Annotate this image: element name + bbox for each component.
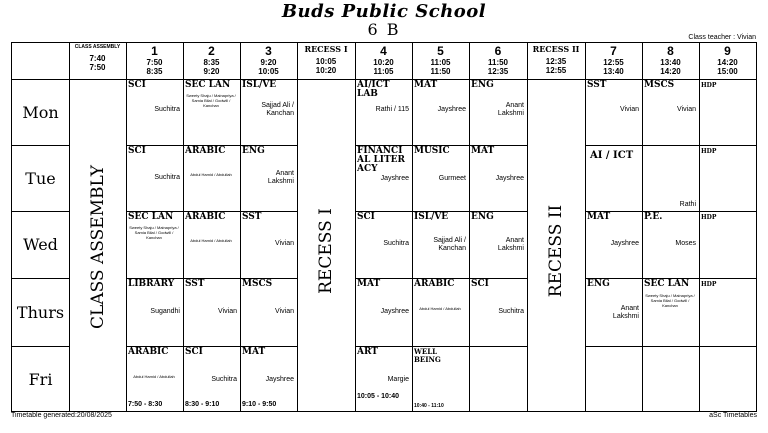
col-time-to: 13:40 — [603, 67, 624, 76]
col-header-9 — [699, 43, 756, 79]
grid-line — [12, 278, 69, 279]
teacher-label: Vivian — [275, 308, 294, 315]
subject-label: SCI — [357, 212, 375, 222]
lesson-cell[interactable] — [699, 145, 756, 211]
col-time-from: 10:20 — [373, 58, 394, 67]
col-header-1 — [126, 43, 183, 79]
col-time-to: 9:20 — [203, 67, 220, 76]
teacher-label: Rathi — [679, 201, 696, 208]
col-time-to: 11:05 — [373, 67, 394, 76]
teacher-label: Suchitra — [154, 174, 180, 181]
lesson-cell[interactable] — [642, 278, 699, 346]
grid-line — [12, 211, 69, 212]
teacher-label: Sweety Shaju / Mainapriya / Samia Bilal / Godwill / Kanchan — [186, 93, 236, 108]
subject-label: SEC LAN — [185, 80, 231, 90]
day-label-fri: Fri — [28, 370, 53, 389]
lesson-cell[interactable] — [585, 211, 642, 278]
lesson-cell[interactable] — [585, 79, 642, 145]
col-time-to: 10:20 — [315, 66, 337, 75]
subject-label: SST — [242, 212, 262, 222]
subject-label: HDP — [701, 281, 717, 288]
col-time-to: 12:55 — [545, 66, 567, 75]
lesson-cell[interactable] — [642, 211, 699, 278]
col-header-2 — [183, 43, 240, 79]
subject-label: MSCS — [242, 279, 273, 289]
col-time-from: 12:55 — [603, 58, 624, 67]
teacher-label: Vivian — [218, 308, 237, 315]
lesson-cell[interactable] — [126, 211, 183, 278]
subject-label: P.E. — [644, 212, 663, 222]
subject-label: ENG — [471, 80, 494, 90]
day-label-wed: Wed — [23, 235, 58, 254]
lesson-cell[interactable] — [240, 145, 297, 211]
col-label: RECESS I — [304, 44, 348, 54]
col-time-to: 8:35 — [146, 67, 163, 76]
teacher-label: Sajjad Ali / Kanchan — [433, 237, 466, 252]
lesson-cell[interactable] — [355, 278, 412, 346]
class-assembly-header: CLASS ASSEMBLY — [74, 44, 121, 50]
subject-label: SCI — [128, 146, 146, 156]
col-label: 5 — [437, 44, 444, 58]
col-label: 8 — [667, 44, 674, 58]
teacher-label: Vivian — [620, 106, 639, 113]
col-time-from: 7:40 — [89, 54, 106, 63]
subject-label: LIBRARY — [128, 279, 175, 289]
recess-1-vertical: RECESS I — [316, 208, 336, 294]
grid-line — [297, 43, 298, 411]
lesson-cell[interactable] — [699, 211, 756, 278]
lesson-cell[interactable] — [126, 79, 183, 145]
col-label: 2 — [208, 44, 215, 58]
subject-label: MAT — [587, 212, 611, 222]
lesson-cell[interactable] — [240, 211, 297, 278]
subject-label: MAT — [357, 279, 381, 289]
teacher-label: Vivian — [677, 106, 696, 113]
col-header-6 — [469, 43, 527, 79]
col-time-from: 10:05 — [315, 57, 337, 66]
col-time-to: 7:50 — [89, 63, 106, 72]
teacher-label: Vivian — [275, 240, 294, 247]
subject-label: ARABIC — [185, 146, 226, 156]
day-label-mon: Mon — [22, 103, 59, 122]
lesson-cell[interactable] — [412, 79, 469, 145]
grid-line — [12, 145, 69, 146]
lesson-cell[interactable] — [183, 79, 240, 145]
lesson-cell[interactable] — [355, 346, 412, 411]
lesson-time: 7:50 - 8:30 — [128, 401, 163, 408]
grid-line — [585, 346, 756, 347]
col-label: 1 — [151, 44, 158, 58]
col-time-from: 9:20 — [260, 58, 277, 67]
teacher-label: Suchitra — [154, 106, 180, 113]
lesson-cell[interactable] — [469, 211, 527, 278]
lesson-cell[interactable] — [585, 145, 699, 211]
lesson-cell[interactable] — [126, 145, 183, 211]
teacher-label: Abdul Hamid / Abdullah — [419, 306, 461, 311]
subject-label: ISL/VE — [414, 212, 449, 222]
col-label: 9 — [724, 44, 731, 58]
subject-label: MSCS — [644, 80, 675, 90]
subject-label: ENG — [587, 279, 610, 289]
generator-credit: aSc Timetables — [709, 412, 757, 419]
lesson-time: 8:30 - 9:10 — [185, 401, 220, 408]
col-label: 7 — [610, 44, 617, 58]
subject-label: AI/ICT LAB — [357, 80, 390, 99]
day-label-tue: Tue — [25, 169, 56, 188]
subject-label: AI / ICT — [590, 150, 634, 161]
class-title: 6 B — [367, 20, 401, 39]
teacher-label: Jayshree — [265, 376, 294, 383]
lesson-cell[interactable] — [183, 145, 240, 211]
lesson-cell[interactable] — [240, 79, 297, 145]
lesson-cell[interactable] — [126, 346, 183, 411]
subject-label: SCI — [185, 347, 203, 357]
teacher-label: Anant Lakshmi — [612, 305, 639, 320]
col-header-recess-2 — [527, 43, 585, 79]
subject-label: MAT — [471, 146, 495, 156]
teacher-label: Suchitra — [383, 240, 409, 247]
col-header-5 — [412, 43, 469, 79]
lesson-cell[interactable] — [412, 211, 469, 278]
col-time-to: 15:00 — [717, 67, 738, 76]
col-time-from: 11:50 — [487, 58, 509, 67]
teacher-label: Anant Lakshmi — [267, 170, 294, 185]
teacher-label: Sweety Shaju / Mainapriya / Samia Bilal / Godwill / Kanchan — [645, 293, 695, 308]
grid-line — [69, 43, 70, 411]
lesson-time: 10:05 - 10:40 — [357, 393, 400, 400]
col-label: 3 — [265, 44, 272, 58]
col-time-from: 13:40 — [660, 58, 681, 67]
lesson-cell[interactable] — [183, 211, 240, 278]
teacher-label: Sweety Shaju / Mainapriya / Samia Bilal / Godwill / Kanchan — [129, 225, 179, 240]
subject-label: SST — [185, 279, 205, 289]
lesson-cell[interactable] — [240, 278, 297, 346]
col-header-assembly — [69, 43, 126, 79]
lesson-cell[interactable] — [183, 346, 240, 411]
col-header-3 — [240, 43, 297, 79]
teacher-label: Gurmeet — [438, 175, 466, 182]
class-assembly-vertical: CLASS ASSEMBLY — [88, 165, 108, 329]
lesson-cell[interactable] — [412, 278, 469, 346]
lesson-time: 10:40 - 11:10 — [414, 403, 444, 409]
subject-label: ART — [357, 347, 379, 357]
lesson-cell[interactable] — [183, 278, 240, 346]
timetable-grid — [11, 42, 757, 412]
subject-label: SCI — [128, 80, 146, 90]
class-teacher-label: Class teacher : Vivian — [688, 34, 756, 41]
teacher-label: Jayshree — [495, 175, 524, 182]
lesson-cell[interactable] — [699, 79, 756, 145]
col-label: 4 — [380, 44, 387, 58]
teacher-label: Jayshree — [380, 175, 409, 182]
teacher-label: Sajjad Ali / Kanchan — [261, 102, 294, 117]
col-header-recess-1 — [297, 43, 355, 79]
lesson-cell[interactable] — [642, 79, 699, 145]
lesson-cell[interactable] — [699, 278, 756, 346]
lesson-cell[interactable] — [469, 278, 527, 346]
col-label: RECESS II — [532, 44, 580, 54]
lesson-cell[interactable] — [355, 145, 412, 211]
teacher-label: Jayshree — [610, 240, 639, 247]
school-name: Buds Public School — [281, 1, 487, 22]
col-time-to: 11:50 — [430, 67, 451, 76]
lesson-cell[interactable] — [240, 346, 297, 411]
subject-label: ARABIC — [128, 347, 169, 357]
subject-label: MUSIC — [414, 146, 450, 156]
col-time-from: 12:35 — [545, 57, 567, 66]
col-header-7 — [585, 43, 642, 79]
teacher-label: Moses — [675, 240, 696, 247]
subject-label: ENG — [471, 212, 494, 222]
subject-label: ARABIC — [414, 279, 455, 289]
lesson-cell[interactable] — [126, 278, 183, 346]
subject-label: SEC LAN — [644, 279, 690, 289]
col-time-from: 14:20 — [717, 58, 738, 67]
teacher-label: Jayshree — [437, 106, 466, 113]
subject-label: SEC LAN — [128, 212, 174, 222]
subject-label: FINANCIAL LITERACY — [357, 146, 406, 174]
grid-line — [12, 346, 69, 347]
col-time-from: 8:35 — [203, 58, 220, 67]
col-time-from: 11:05 — [430, 58, 451, 67]
subject-label: ISL/VE — [242, 80, 277, 90]
day-label-thurs: Thurs — [16, 303, 65, 322]
grid-line — [527, 43, 528, 411]
col-time-to: 10:05 — [258, 67, 279, 76]
subject-label: SST — [587, 80, 607, 90]
teacher-label: Abdul Hamid / Abdullah — [190, 172, 232, 177]
lesson-cell[interactable] — [469, 145, 527, 211]
teacher-label: Jayshree — [380, 308, 409, 315]
lesson-cell[interactable] — [585, 278, 642, 346]
teacher-label: Abdul Hamid / Abdullah — [190, 238, 232, 243]
subject-label: HDP — [701, 148, 717, 155]
lesson-cell[interactable] — [469, 79, 527, 145]
lesson-cell[interactable] — [355, 79, 412, 145]
generated-date: Timetable generated:20/08/2025 — [11, 412, 112, 419]
col-time-to: 12:35 — [487, 67, 509, 76]
teacher-label: Suchitra — [211, 376, 237, 383]
col-time-to: 14:20 — [660, 67, 681, 76]
teacher-label: Suchitra — [498, 308, 524, 315]
subject-label: MAT — [242, 347, 266, 357]
recess-2-vertical: RECESS II — [546, 204, 566, 298]
teacher-label: Abdul Hamid / Abdullah — [133, 374, 175, 379]
subject-label: ENG — [242, 146, 265, 156]
col-header-8 — [642, 43, 699, 79]
teacher-label: Margie — [387, 376, 409, 383]
col-time-from: 7:50 — [146, 58, 163, 67]
lesson-cell[interactable] — [412, 346, 469, 411]
col-label: 6 — [494, 44, 502, 58]
subject-label: WELL BEING — [414, 347, 441, 364]
teacher-label: Rathi / 115 — [375, 106, 409, 113]
lesson-time: 9:10 - 9:50 — [242, 401, 277, 408]
lesson-cell[interactable] — [355, 211, 412, 278]
subject-label: SCI — [471, 279, 489, 289]
subject-label: ARABIC — [185, 212, 226, 222]
subject-label: MAT — [414, 80, 438, 90]
teacher-label: Anant Lakshmi — [497, 102, 524, 117]
teacher-label: Anant Lakshmi — [497, 237, 524, 252]
subject-label: HDP — [701, 214, 717, 221]
teacher-label: Sugandhi — [150, 308, 180, 315]
col-header-4 — [355, 43, 412, 79]
lesson-cell[interactable] — [412, 145, 469, 211]
subject-label: HDP — [701, 82, 717, 89]
